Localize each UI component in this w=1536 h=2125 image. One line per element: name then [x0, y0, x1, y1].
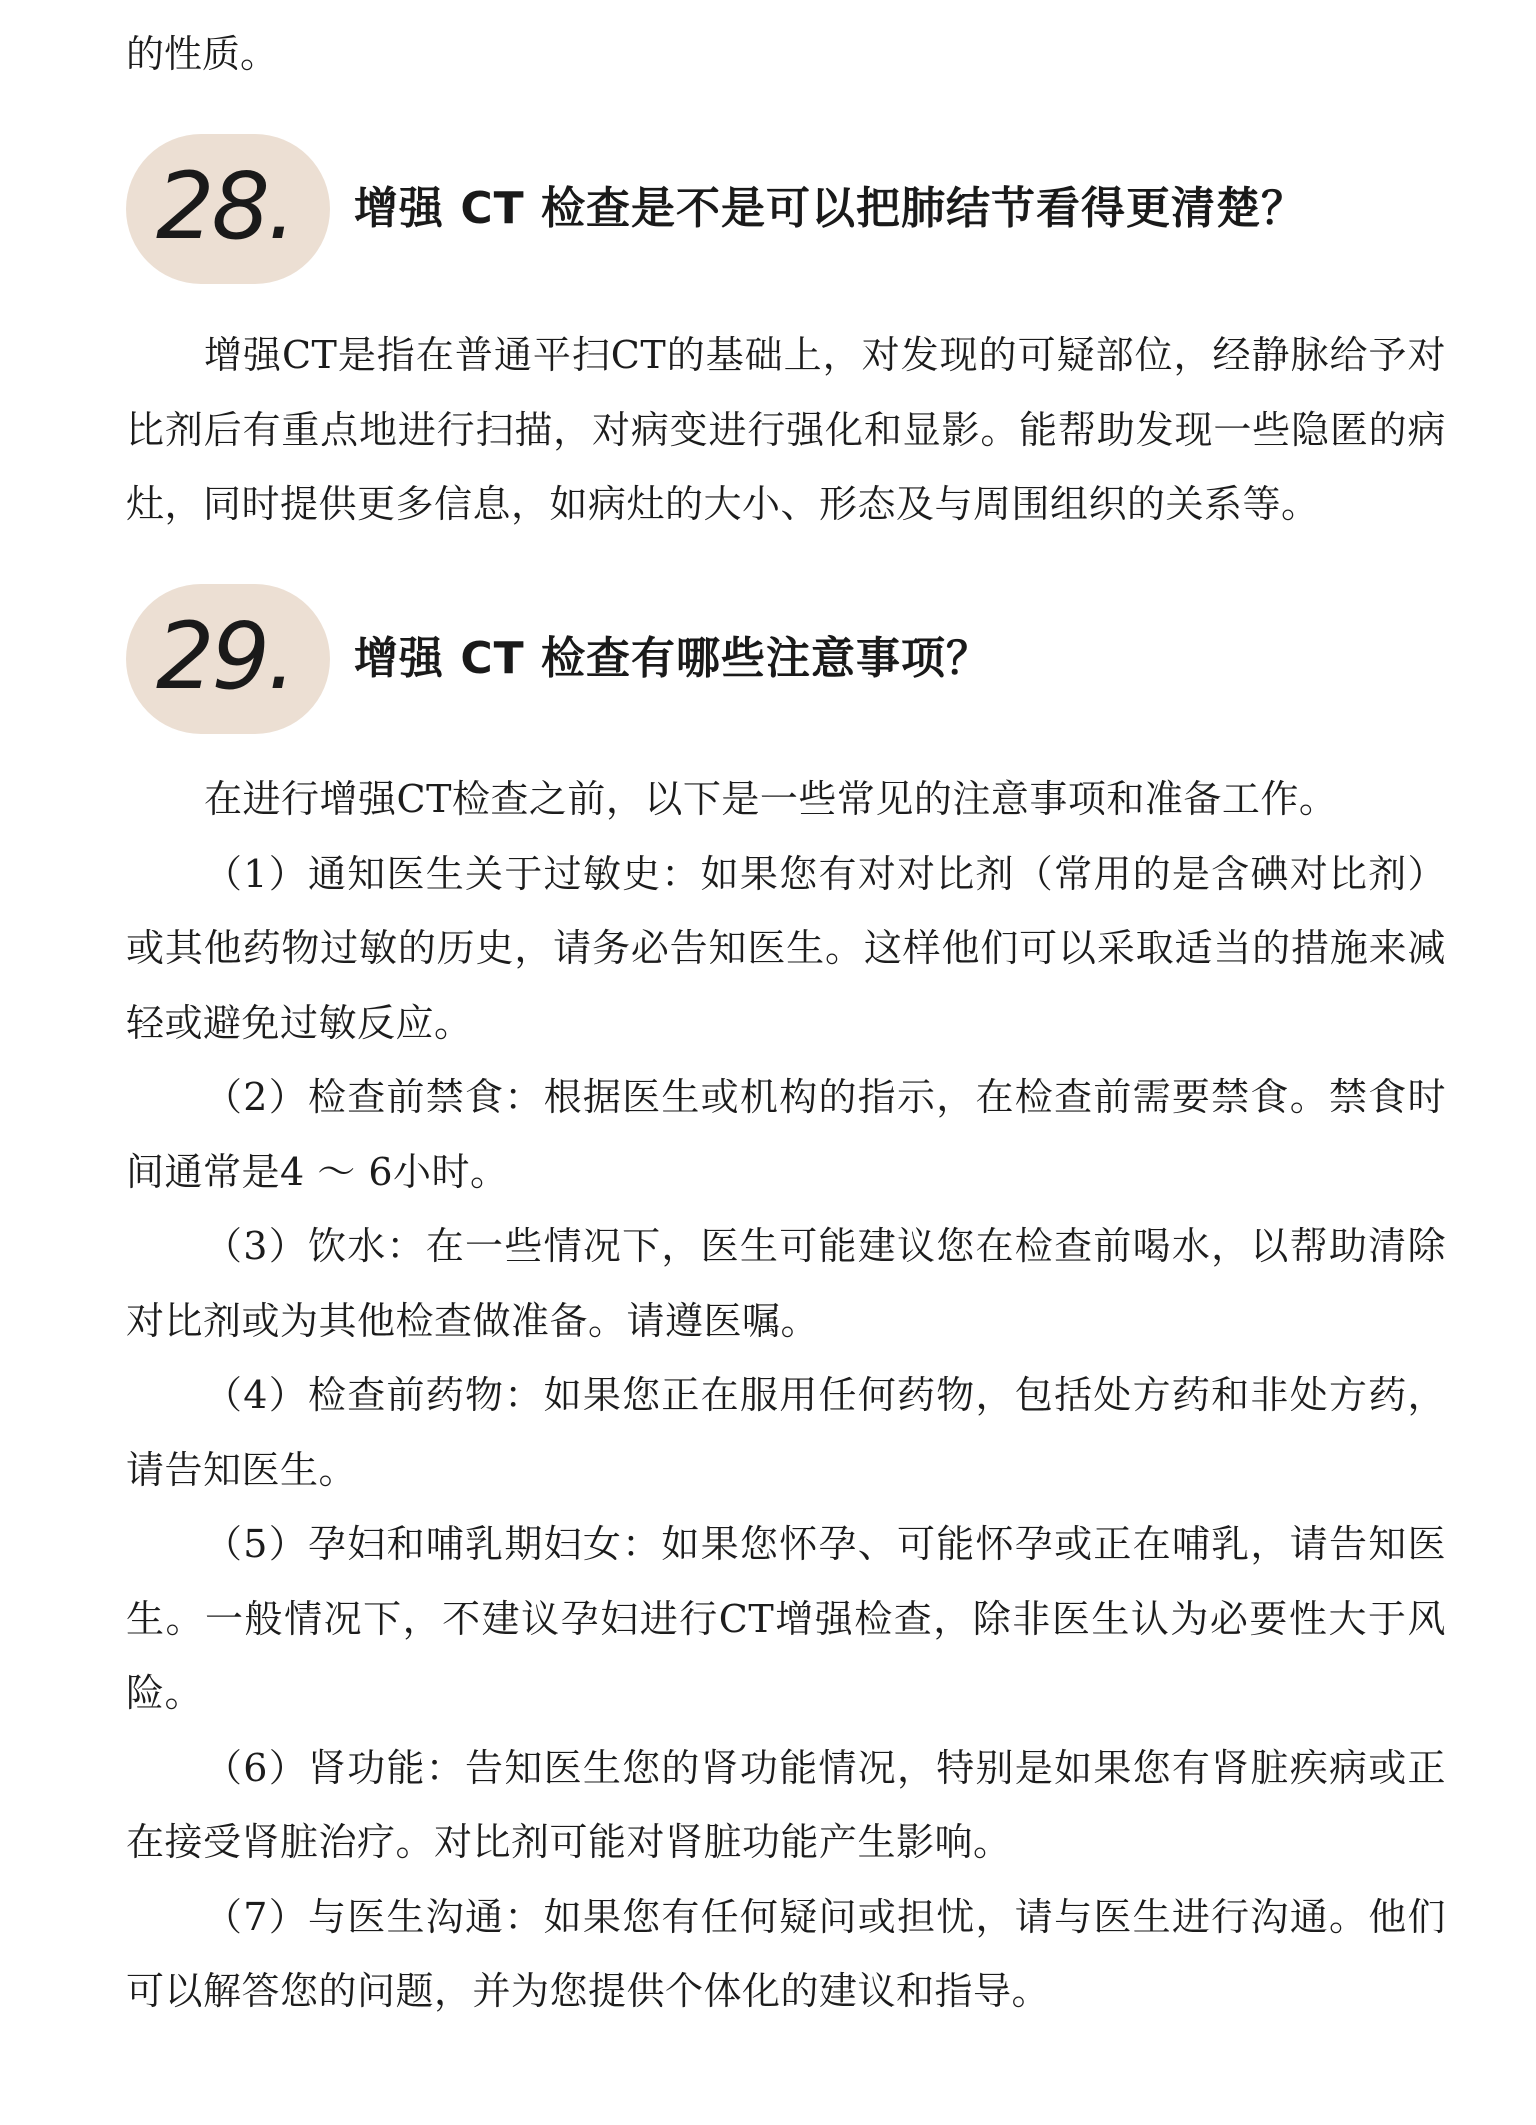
question-title: 增强 CT 检查是不是可以把肺结节看得更清楚？: [354, 183, 1306, 234]
question-29-header: [126, 584, 1446, 734]
list-item: （6）肾功能：告知医生您的肾功能情况，特别是如果您有肾脏疾病或正在接受肾脏治疗。对比剂可能对肾脏功能产生影响。: [126, 1745, 1446, 1864]
answer-intro: 在进行增强CT检查之前，以下是一些常见的注意事项和准备工作。: [204, 777, 1338, 821]
previous-page-fragment: 的性质。: [126, 32, 279, 76]
question-28-answer: [126, 318, 1446, 542]
question-number: 29.: [156, 603, 294, 710]
question-title: 增强 CT 检查有哪些注意事项？: [354, 633, 991, 684]
list-item: （3）饮水：在一些情况下，医生可能建议您在检查前喝水，以帮助清除对比剂或为其他检查做准备。请遵医嘱。: [126, 1224, 1446, 1343]
list-item: （1）通知医生关于过敏史：如果您有对对比剂（常用的是含碘对比剂）或其他药物过敏的历史，请务必告知医生。这样他们可以采取适当的措施来减轻或避免过敏反应。: [126, 851, 1446, 1045]
list-item: （2）检查前禁食：根据医生或机构的指示，在检查前需要禁食。禁食时间通常是4 ～ 6小时。: [126, 1075, 1446, 1194]
list-item: （5）孕妇和哺乳期妇女：如果您怀孕、可能怀孕或正在哺乳，请告知医生。一般情况下，不建议孕妇进行CT增强检查，除非医生认为必要性大于风险。: [126, 1522, 1446, 1715]
list-item: （7）与医生沟通：如果您有任何疑问或担忧，请与医生进行沟通。他们可以解答您的问题，并为您提供个体化的建议和指导。: [126, 1894, 1446, 2013]
list-item: （4）检查前药物：如果您正在服用任何药物，包括处方药和非处方药，请告知医生。: [126, 1373, 1446, 1492]
question-29-answer: [126, 762, 1446, 2029]
question-number-badge: [126, 584, 330, 734]
answer-paragraph: 增强CT是指在普通平扫CT的基础上，对发现的可疑部位，经静脉给予对比剂后有重点地进行扫描，对病变进行强化和显影。能帮助发现一些隐匿的病灶，同时提供更多信息，如病灶的大小、形态及与周围组织的关系等。: [126, 333, 1446, 526]
question-28-header: [126, 134, 1446, 284]
question-number: 28.: [156, 153, 294, 260]
question-number-badge: [126, 134, 330, 284]
